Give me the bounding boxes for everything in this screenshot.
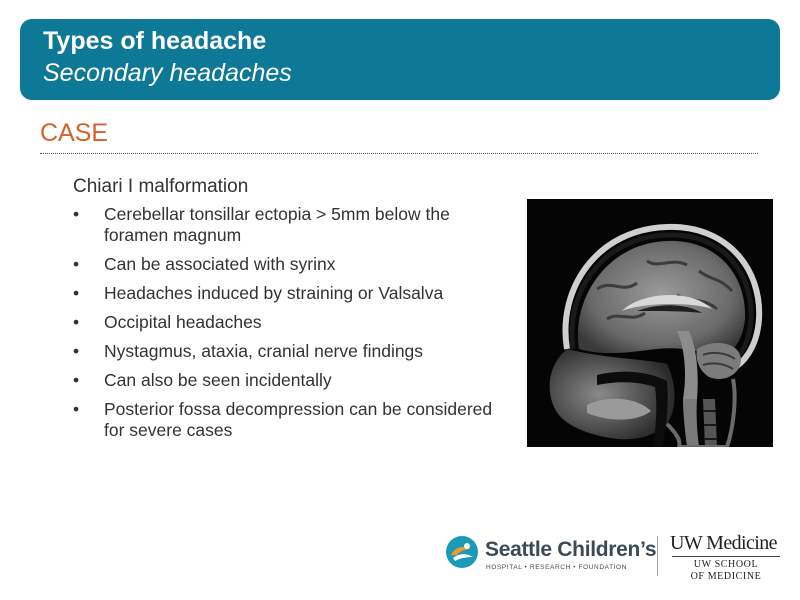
content-heading: Chiari I malformation [73, 176, 249, 197]
footer-logos [445, 528, 790, 588]
bullet-text: Occipital headaches [104, 312, 262, 332]
bullet-dot-icon: • [73, 312, 80, 332]
section-label: CASE [40, 119, 109, 147]
bullet-item [73, 370, 513, 391]
bullet-text: Can also be seen incidentally [104, 370, 332, 390]
section-divider [40, 153, 758, 154]
bullet-dot-icon: • [73, 399, 80, 419]
uw-medicine-rule [672, 556, 780, 557]
mri-image [527, 199, 773, 447]
bullet-dot-icon: • [73, 341, 80, 361]
uw-school-label [672, 559, 780, 583]
bullet-text: Cerebellar tonsillar ectopia > 5mm below the foramen magnum [104, 204, 450, 245]
bullet-item [73, 399, 513, 441]
bullet-item [73, 312, 513, 333]
logo-separator [657, 536, 658, 576]
bullet-dot-icon: • [73, 254, 80, 274]
bullet-list [73, 204, 513, 441]
slide-subtitle: Secondary headaches [43, 59, 292, 87]
bullet-item [73, 204, 513, 246]
bullet-dot-icon: • [73, 283, 80, 303]
bullet-text: Posterior fossa decompression can be considered for severe cases [104, 399, 493, 440]
seattle-childrens-name: Seattle Children’s [485, 538, 657, 561]
brain-mri-icon [527, 199, 773, 447]
bullet-item [73, 341, 513, 362]
bullet-item [73, 254, 513, 275]
bullet-dot-icon: • [73, 204, 80, 224]
title-banner [20, 19, 780, 100]
bullet-text: Nystagmus, ataxia, cranial nerve findings [104, 341, 424, 361]
uw-school-line1: UW SCHOOL [693, 559, 759, 570]
seattle-childrens-tagline: HOSPITAL • RESEARCH • FOUNDATION [486, 564, 628, 571]
uw-school-line2: OF MEDICINE [690, 571, 762, 582]
seattle-childrens-logo-icon [445, 535, 479, 569]
uw-medicine-name: UW Medicine [670, 532, 777, 554]
bullet-dot-icon: • [73, 370, 80, 390]
bullet-text: Headaches induced by straining or Valsalva [104, 283, 444, 303]
slide-title: Types of headache [43, 27, 267, 55]
bullet-item [73, 283, 513, 304]
bullet-text: Can be associated with syrinx [104, 254, 336, 274]
content-block [73, 176, 513, 449]
